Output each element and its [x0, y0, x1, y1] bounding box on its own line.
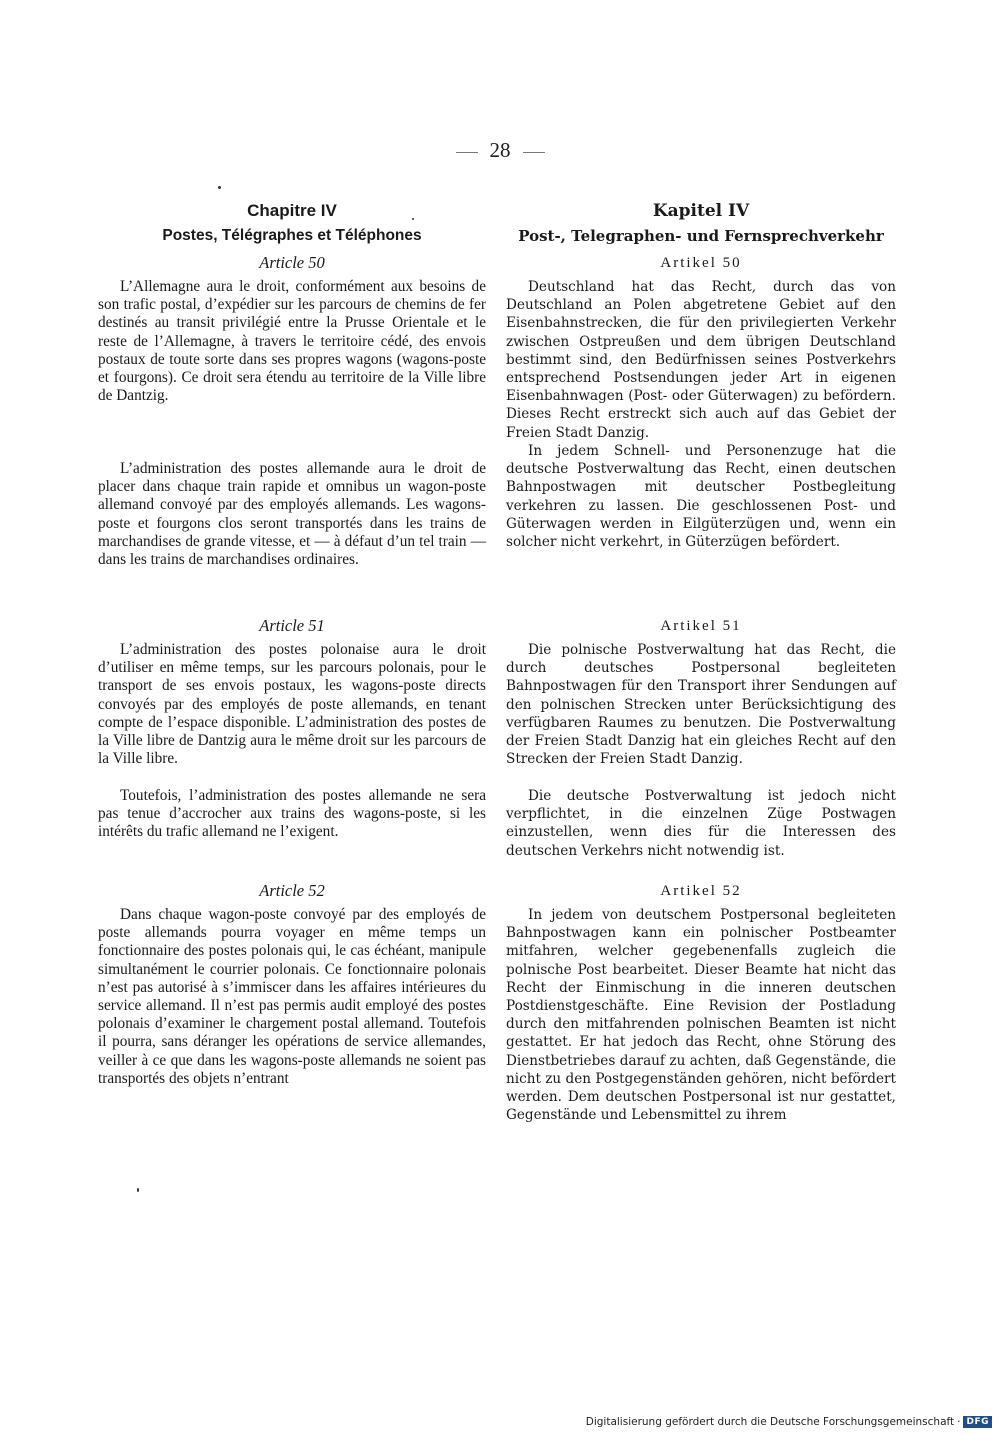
digitization-footer: Digitalisierung gefördert durch die Deutsche Forschungsgemeinschaft · DFG: [586, 1416, 992, 1428]
article-50-heading-de: Artikel 50: [660, 255, 742, 271]
article-51-heading-fr: Article 51: [259, 616, 325, 635]
footer-credit: Digitalisierung gefördert durch die Deutsche Forschungsgemeinschaft: [585, 1416, 955, 1428]
article-50-paragraph-1-fr: L’Allemagne aura le droit, conformément aux besoins de son trafic postal, d’expédier sur les parcours de chemins de fer destinés au transit privilégié entre la Prusse Orientale et le reste de l’Allemagne, à travers le territoire cédé, des envois postaux de toute sorte dans ses propres wagons (wagons-poste et fourgons). Ce droit sera étendu au territoire de la Ville libre de Dantzig.: [98, 278, 486, 405]
article-52-heading-fr: Article 52: [259, 881, 325, 900]
page-number: 28: [489, 138, 511, 162]
german-column: [506, 198, 896, 1124]
article-50-paragraph-1-de: Deutschland hat das Recht, durch das von Deutschland an Polen abgetretene Gebiet auf den Eisenbahnstrecken, die für den privilegierten Verkehr zwischen Ostpreußen und dem übrigen Deutschland bestimmt sind, den Bedürfnissen seines Postverkehrs entsprechend Postsendungen jeder Art in eigenen Eisenbahnwagen (Post- oder Güterwagen) zu befördern. Dieses Recht erstreckt sich auch auf das Gebiet der Freien Stadt Danzig.: [506, 279, 896, 441]
chapter-subtitle-fr: Postes, Télégraphes et Téléphones: [162, 227, 422, 244]
left-dash: [456, 152, 478, 153]
chapter-subtitle-de: Post-, Telegraphen- und Fernsprechverkehr: [518, 227, 884, 245]
article-51-paragraph-1-de: Die polnische Postverwaltung hat das Recht, die durch deutsches Postpersonal begleiteten Bahnpostwagen für den Transport ihrer Sendungen auf den polnischen Strecken unter Berücksichtigung des verfügbaren Raumes zu benutzen. Die Postverwaltung der Freien Stadt Danzig hat ein gleiches Recht auf den Strecken der Freien Stadt Danzig.: [506, 642, 896, 768]
print-speck: [137, 1188, 139, 1192]
right-dash: [523, 152, 545, 153]
page-number-line: [0, 138, 1000, 163]
print-speck: [412, 218, 414, 220]
article-52-heading-de: Artikel 52: [660, 883, 742, 899]
article-51-paragraph-2-de: Die deutsche Postverwaltung ist jedoch nicht verpflichtet, in die einzelnen Züge Postwagen einzustellen, wenn dies für die Interessen des deutschen Verkehrs nicht notwendig ist.: [506, 788, 896, 859]
print-speck: [218, 186, 221, 189]
chapter-title-de: Kapitel IV: [652, 201, 750, 221]
article-51-paragraph-1-fr: L’administration des postes polonaise aura le droit d’utiliser en même temps, sur les parcours polonais, pour le transport de ses envois postaux, les wagons-poste directs convoyés par des employés de poste allemands, en tenant compte de l’espace disponible. L’administration des postes de la Ville libre de Dantzig aura le même droit sur les parcours de la Ville libre.: [98, 641, 486, 768]
french-column: [98, 198, 486, 1088]
article-50-paragraph-2-fr: L’administration des postes allemande aura le droit de placer dans chaque train rapide et omnibus un wagon-poste allemand convoyé par des employés allemands. Les wagons-poste et fourgons clos seront transportés dans les trains de marchandises de grande vitesse, et — à défaut d’un tel train — dans les trains de marchandises ordinaires.: [98, 460, 486, 569]
article-50-heading-fr: Article 50: [259, 253, 325, 272]
article-50-paragraph-2-de: In jedem Schnell- und Personenzuge hat die deutsche Postverwaltung das Recht, einen deutschen Bahnpostwagen mit deutscher Postbegleitung verkehren zu lassen. Die geschlossenen Post- und Güterwagen werden in Eilgüterzügen und, wenn ein solcher nicht verkehrt, in Güterzügen befördert.: [506, 443, 896, 551]
chapter-title-fr: Chapitre IV: [247, 201, 337, 220]
dfg-logo: DFG: [963, 1416, 992, 1428]
article-52-paragraph-1-fr: Dans chaque wagon-poste convoyé par des employés de poste allemands pourra voyager en même temps un fonctionnaire des postes polonais qui, le cas échéant, manipule simultanément le courrier polonais. Ce fonctionnaire polonais n’est pas autorisé à s’immiscer dans les affaires intérieures du service allemand. Il n’est pas permis audit employé des postes polonais d’examiner le chargement postal allemand. Toutefois il pourra, sans déranger les opérations de service allemandes, veiller à ce que dans les wagons-poste allemands ne soient pas transportés des objets n’entrant: [98, 906, 486, 1087]
article-51-paragraph-2-fr: Toutefois, l’administration des postes allemande ne sera pas tenue d’accrocher aux trains des wagons-poste, si les intérêts du trafic allemand ne l’exigent.: [98, 787, 486, 841]
article-52-paragraph-1-de: In jedem von deutschem Postpersonal begleiteten Bahnpostwagen kann ein polnischer Postbeamter mitfahren, welcher gegebenenfalls zugleich die polnische Post bearbeitet. Dieser Beamte hat nicht das Recht der Einmischung in die inneren deutschen Postdienstgeschäfte. Eine Revision der Postladung durch den mitfahrenden polnischen Beamten ist nicht gestattet. Er hat jedoch das Recht, ohne Störung des Dienstbetriebes darauf zu achten, daß Gegenstände, die nicht zu den Postgegenständen gehören, nicht befördert werden. Dem deutschen Postpersonal ist nur gestattet, Gegenstände und Lebensmittel zu ihrem: [506, 907, 896, 1124]
article-51-heading-de: Artikel 51: [660, 618, 742, 634]
